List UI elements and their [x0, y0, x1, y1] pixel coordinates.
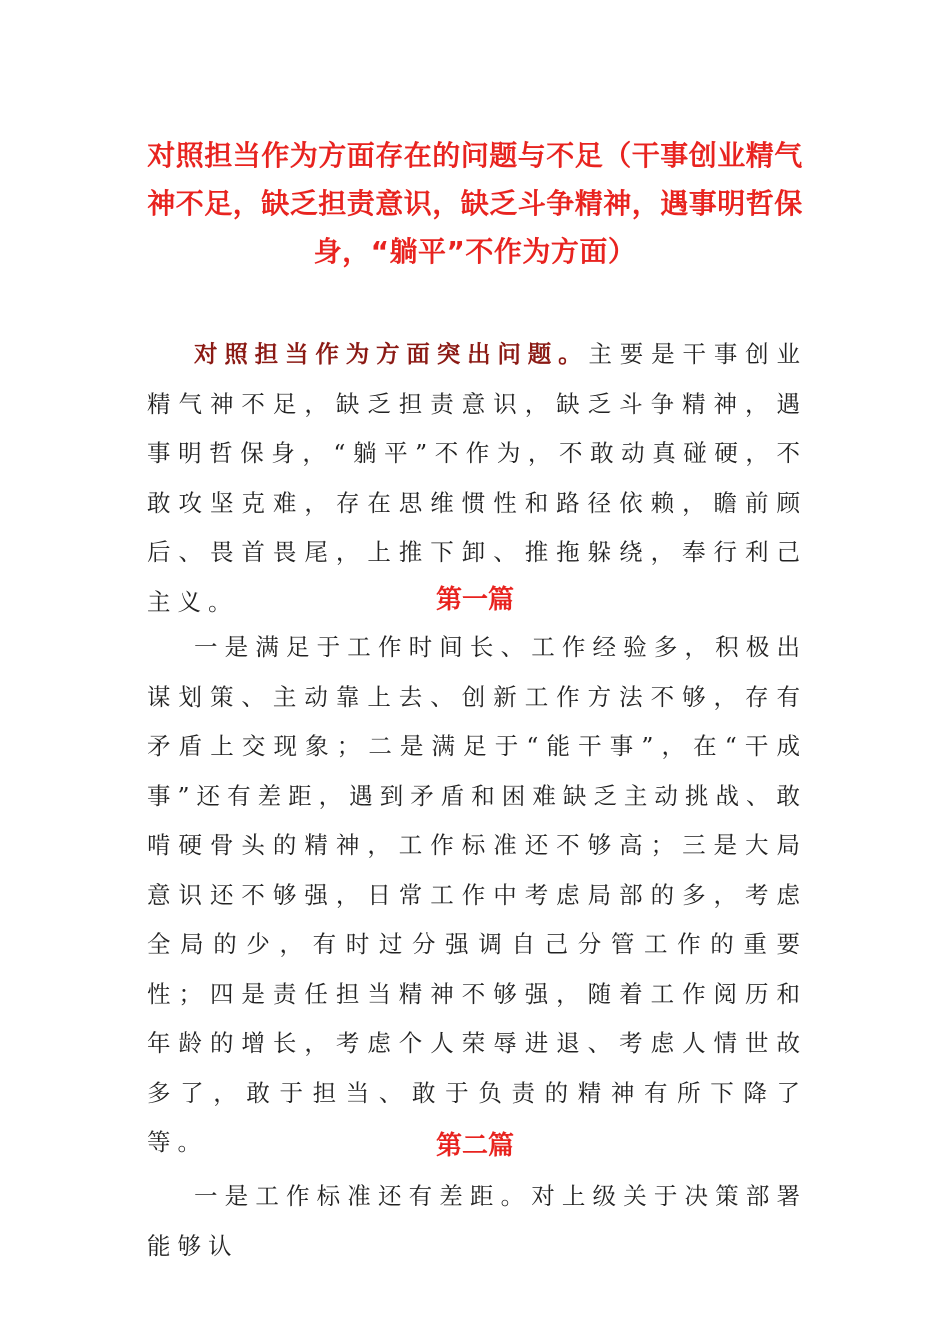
intro-lead: 对照担当作为方面突出问题。	[194, 340, 589, 368]
section-paragraph-2: 一是工作标准还有差距。对上级关于决策部署能够认	[147, 1182, 807, 1260]
document-title: 对照担当作为方面存在的问题与不足（干事创业精气神不足，缺乏担责意识，缺乏斗争精神，遇事明哲保身，“躺平”不作为方面）	[147, 139, 803, 268]
intro-text: 主要是干事创业精气神不足，缺乏担责意识，缺乏斗争精神，遇事明哲保身，“躺平”不作为，不敢动真碰硬，不敢攻坚克难，存在思维惯性和路径依赖，瞻前顾后、畏首畏尾，上推下卸、推拖躲绕，奉行利己主义。	[147, 340, 808, 616]
section-paragraph-1: 一是满足于工作时间长、工作经验多，积极出谋划策、主动靠上去、创新工作方法不够，存有矛盾上交现象；二是满足于“能干事”，在“干成事”还有差距，遇到矛盾和困难缺乏主动挑战、敢啃硬骨头的精神，工作标准还不够高；三是大局意识还不够强，日常工作中考虑局部的多，考虑全局的少，有时过分强调自己分管工作的重要性；四是责任担当精神不够强，随着工作阅历和年龄的增长，考虑个人荣辱进退、考虑人情世故多了，敢于担当、敢于负责的精神有所下降了等。	[147, 633, 807, 1156]
section-heading-1: 第一篇	[435, 585, 514, 615]
section-heading-2: 第二篇	[435, 1131, 514, 1161]
